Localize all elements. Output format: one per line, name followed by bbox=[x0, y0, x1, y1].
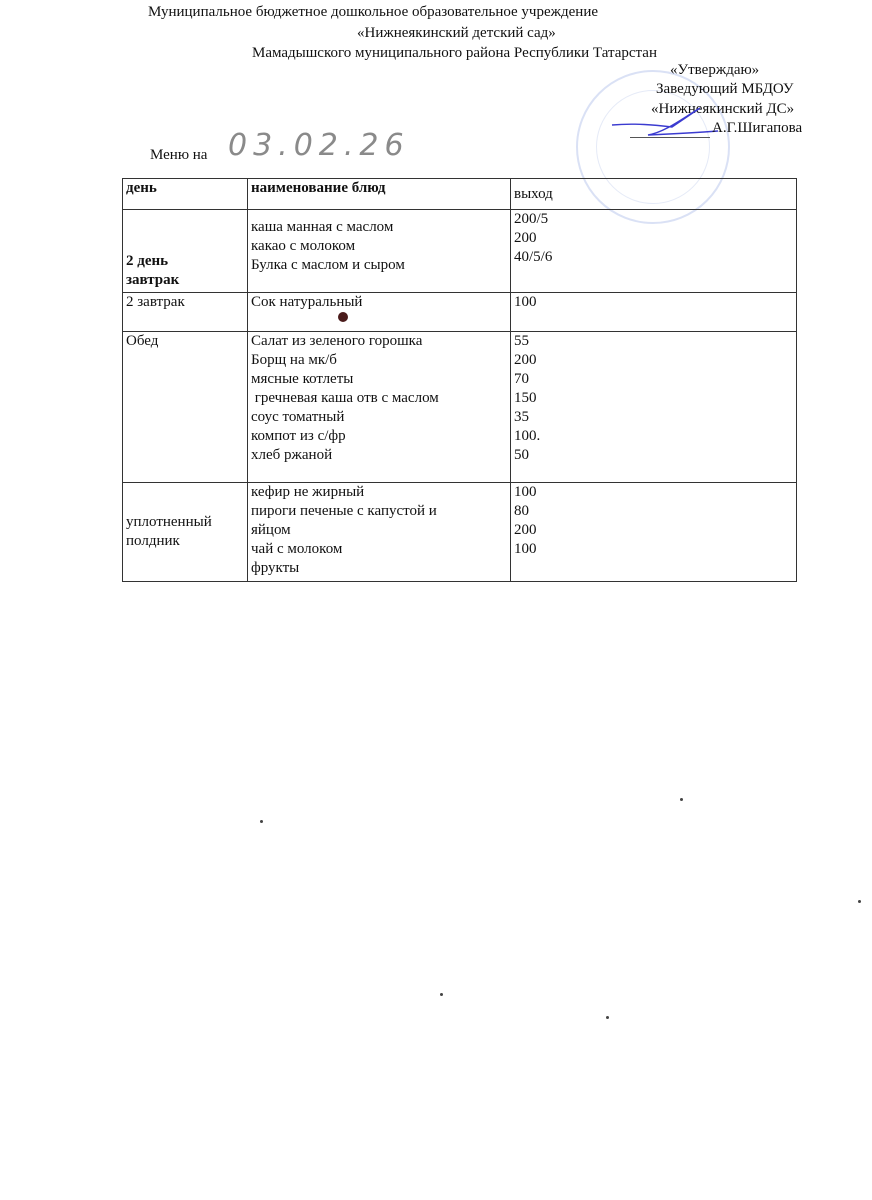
meal-cell bbox=[123, 210, 248, 293]
approver-organization: «Нижнеякинский ДС» bbox=[651, 101, 795, 117]
dish-item: яйцом bbox=[251, 522, 291, 538]
dish-item: соус томатный bbox=[251, 409, 345, 425]
dish-item: компот из с/фр bbox=[251, 428, 346, 444]
meal-name: 2 завтрак bbox=[126, 294, 185, 310]
approver-position: Заведующий МБДОУ bbox=[656, 81, 794, 97]
dishes-cell bbox=[248, 210, 511, 293]
output-value: 70 bbox=[514, 371, 529, 387]
organization-name-line3: Мамадышского муниципального района Республики Татарстан bbox=[252, 45, 657, 61]
output-value: 80 bbox=[514, 503, 529, 519]
output-value: 150 bbox=[514, 390, 537, 406]
dishes-cell bbox=[248, 483, 511, 582]
dishes-cell bbox=[248, 293, 511, 332]
dish-item: кефир не жирный bbox=[251, 484, 365, 500]
outputs-cell bbox=[511, 483, 797, 582]
table-row bbox=[123, 293, 797, 332]
meal-name: уплотненный bbox=[126, 514, 212, 530]
dish-item: чай с молоком bbox=[251, 541, 343, 557]
menu-date-label: Меню на bbox=[150, 147, 208, 163]
dish-item: пироги печеные с капустой и bbox=[251, 503, 437, 519]
table-row bbox=[123, 332, 797, 483]
output-value: 50 bbox=[514, 447, 529, 463]
outputs-cell bbox=[511, 293, 797, 332]
menu-table bbox=[122, 178, 797, 582]
menu-date-handwritten: 03.02.26 bbox=[228, 128, 410, 163]
dish-item: Борщ на мк/б bbox=[251, 352, 337, 368]
outputs-cell bbox=[511, 210, 797, 293]
dish-item: какао с молоком bbox=[251, 238, 356, 254]
dish-item: Булка с маслом и сыром bbox=[251, 257, 405, 273]
output-value: 35 bbox=[514, 409, 529, 425]
output-value: 200 bbox=[514, 522, 537, 538]
output-value: 100 bbox=[514, 484, 537, 500]
meal-name: завтрак bbox=[126, 272, 180, 288]
output-value: 100 bbox=[514, 541, 537, 557]
table-header-row bbox=[123, 179, 797, 210]
output-value: 100. bbox=[514, 428, 541, 444]
dish-item: Сок натуральный bbox=[251, 294, 363, 310]
meal-cell bbox=[123, 332, 248, 483]
organization-name-line2: «Нижнеякинский детский сад» bbox=[357, 25, 556, 41]
handwritten-signature bbox=[610, 105, 720, 140]
dish-item: каша манная с маслом bbox=[251, 219, 394, 235]
output-value: 200/5 bbox=[514, 211, 549, 227]
organization-name-line1: Муниципальное бюджетное дошкольное образовательное учреждение bbox=[148, 4, 598, 20]
dish-item: фрукты bbox=[251, 560, 300, 576]
scan-speck bbox=[680, 798, 683, 801]
output-value: 200 bbox=[514, 352, 537, 368]
ink-blot bbox=[338, 312, 348, 322]
approver-name: А.Г.Шигапова bbox=[712, 120, 803, 136]
outputs-cell bbox=[511, 332, 797, 483]
column-header-output: выход bbox=[511, 179, 797, 210]
output-value: 100 bbox=[514, 294, 537, 310]
table-row bbox=[123, 483, 797, 582]
output-value: 200 bbox=[514, 230, 537, 246]
table-row bbox=[123, 210, 797, 293]
dish-item: Салат из зеленого горошка bbox=[251, 333, 423, 349]
output-value: 40/5/6 bbox=[514, 249, 553, 265]
meal-name: полдник bbox=[126, 533, 180, 549]
scan-speck bbox=[440, 993, 443, 996]
scan-speck bbox=[858, 900, 861, 903]
output-value: 55 bbox=[514, 333, 529, 349]
dish-item: хлеб ржаной bbox=[251, 447, 333, 463]
meal-cell bbox=[123, 483, 248, 582]
meal-cell bbox=[123, 293, 248, 332]
dish-item: гречневая каша отв с маслом bbox=[251, 390, 439, 406]
scan-speck bbox=[260, 820, 263, 823]
dish-item: мясные котлеты bbox=[251, 371, 354, 387]
dishes-cell bbox=[248, 332, 511, 483]
scan-speck bbox=[606, 1016, 609, 1019]
approval-heading: «Утверждаю» bbox=[670, 62, 760, 78]
column-header-dishes: наименование блюд bbox=[248, 179, 511, 210]
meal-name: Обед bbox=[126, 333, 159, 349]
meal-name: 2 день bbox=[126, 253, 169, 269]
column-header-day: день bbox=[123, 179, 248, 210]
